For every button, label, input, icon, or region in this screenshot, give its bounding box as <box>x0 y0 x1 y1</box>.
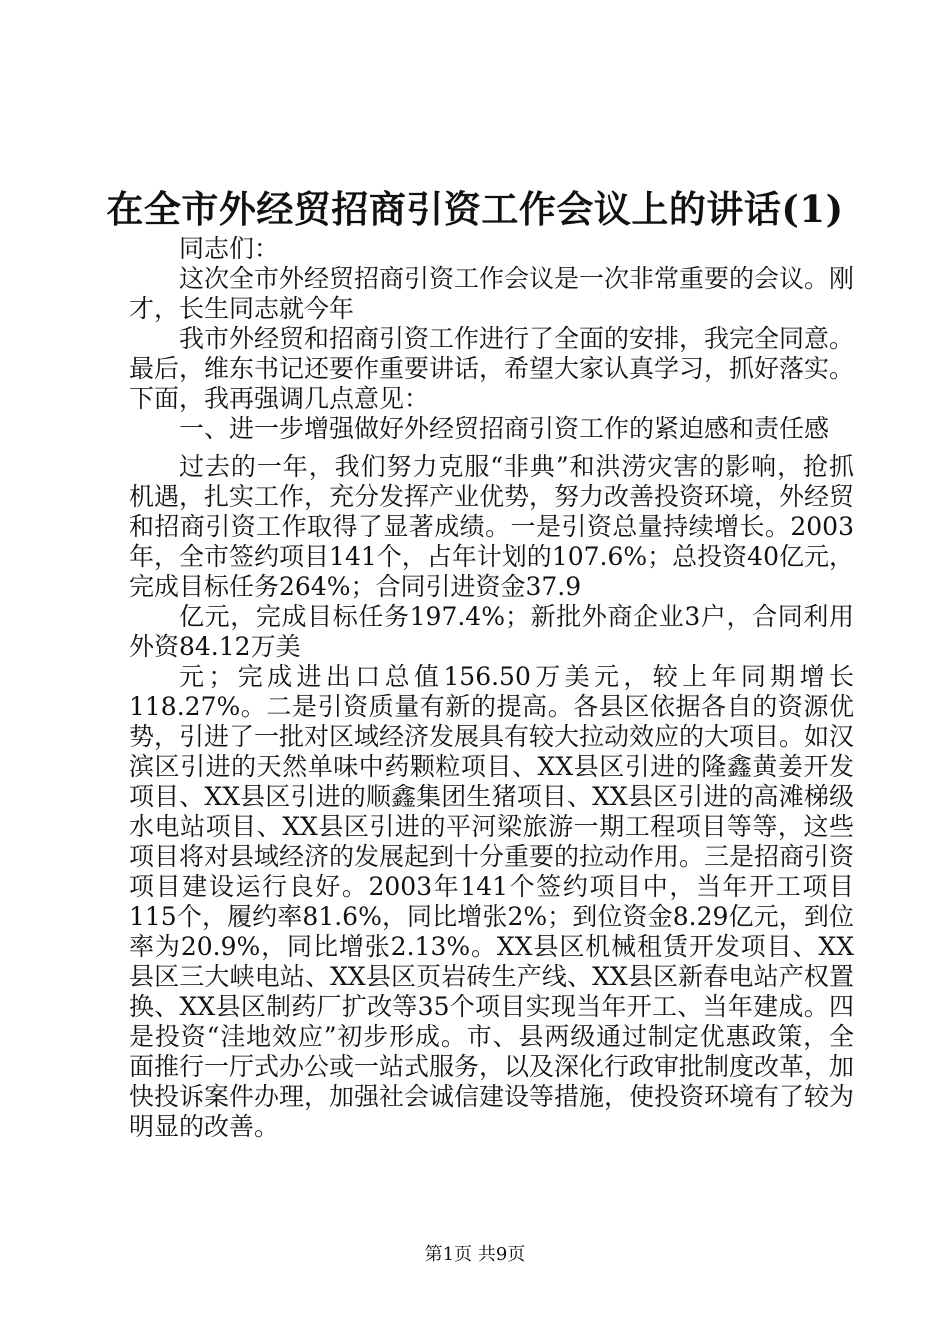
page-number-footer: 第1页 共9页 <box>424 1244 526 1265</box>
body-paragraph: 亿元，完成目标任务197.4%；新批外商企业3户，合同利用外资84.12万美 <box>129 602 854 661</box>
body-paragraph: 元；完成进出口总值156.50万美元，较上年同期增长118.27%。二是引资质量有新的提高。各县区依据各自的资源优势，引进了一批对区域经济发展具有较大拉动效应的大项目。如汉滨区引进的天然单味中药颗粒项目、XX县区引进的隆鑫黄姜开发项目、XX县区引进的顺鑫集团生猪项目、XX县区引进的高滩梯级水电站项目、XX县区引进的平河梁旅游一期工程项目等等，这些项目将对县域经济的发展起到十分重要的拉动作用。三是招商引资项目建设运行良好。2003年141个签约项目中，当年开工项目115个，履约率81.6%，同比增张2%；到位资金8.29亿元，到位率为20.9%，同比增张2.13%。XX县区机械租赁开发项目、XX县区三大峡电站、XX县区页岩砖生产线、XX县区新春电站产权置换、XX县区制药厂扩改等35个项目实现当年开工、当年建成。四是投资“洼地效应”初步形成。市、县两级通过制定优惠政策，全面推行一厅式办公或一站式服务，以及深化行政审批制度改革，加快投诉案件办理，加强社会诚信建设等措施，使投资环境有了较为明显的改善。 <box>129 662 855 1141</box>
salutation-paragraph: 同志们： <box>179 234 280 263</box>
body-paragraph: 过去的一年，我们努力克服“非典”和洪涝灾害的影响，抢抓机遇，扎实工作，充分发挥产业优势，努力改善投资环境，外经贸和招商引资工作取得了显著成绩。一是引资总量持续增长。2003年，全市签约项目141个，占年计划的107.6%；总投资40亿元，完成目标任务264%；合同引进资金37.9 <box>129 452 855 601</box>
body-paragraph: 我市外经贸和招商引资工作进行了全面的安排，我完全同意。最后，维东书记还要作重要讲话，希望大家认真学习，抓好落实。下面，我再强调几点意见： <box>129 324 855 413</box>
body-paragraph: 这次全市外经贸招商引资工作会议是一次非常重要的会议。刚才，长生同志就今年 <box>129 264 855 323</box>
document-body <box>129 234 854 1142</box>
section-heading: 一、进一步增强做好外经贸招商引资工作的紧迫感和责任感 <box>179 414 830 443</box>
document-title: 在全市外经贸招商引资工作会议上的讲话(1) <box>106 187 844 231</box>
